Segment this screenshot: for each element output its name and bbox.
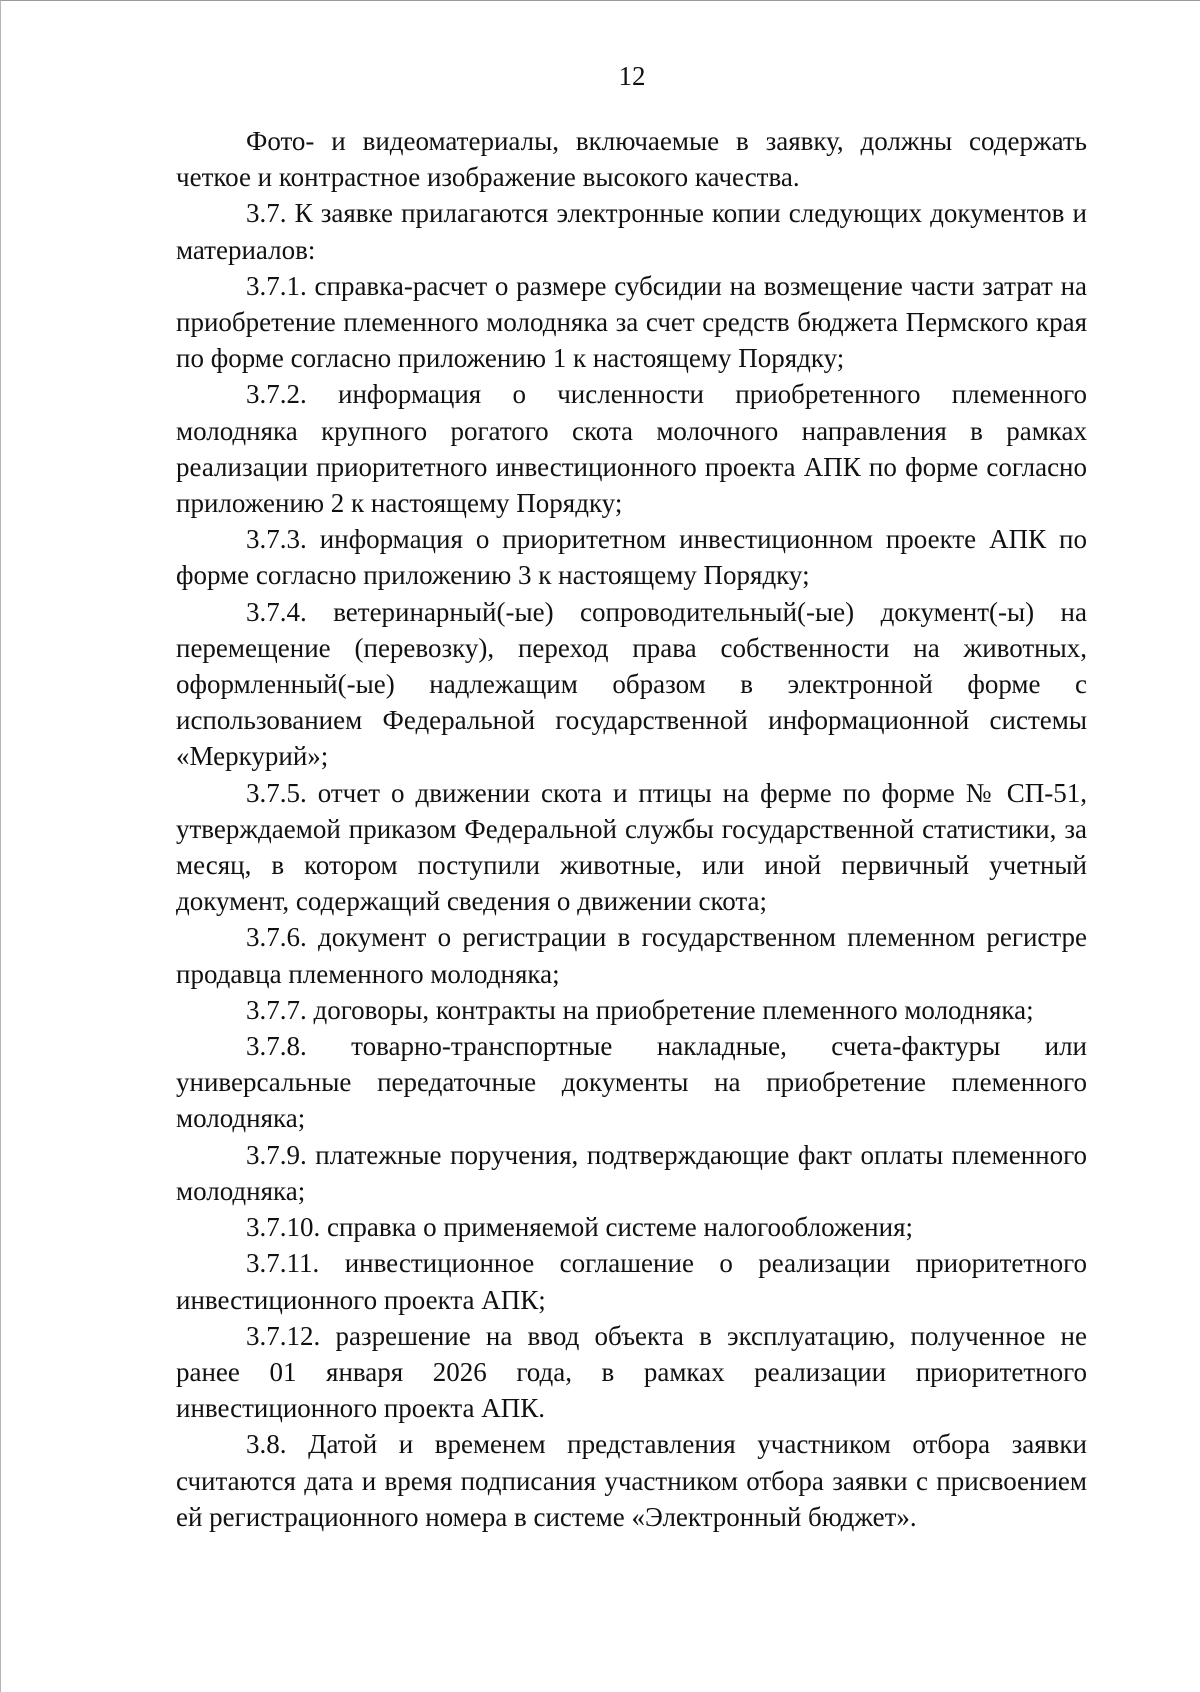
paragraph-3-7-7: 3.7.7. договоры, контракты на приобретение племенного молодняка; bbox=[246, 994, 1034, 1025]
paragraph-3-7-3: 3.7.3. информация о приоритетном инвестиционном проекте АПК по форме согласно приложению 3 к настоящему Порядку; bbox=[176, 524, 1087, 591]
paragraph-3-7-9: 3.7.9. платежные поручения, подтверждающие факт оплаты племенного молодняка; bbox=[176, 1139, 1087, 1206]
page-number: 12 bbox=[618, 61, 646, 91]
paragraph-3-7-12: 3.7.12. разрешение на ввод объекта в эксплуатацию, полученное не ранее 01 января 2026 года, в рамках реализации приоритетного инвестиционного проекта АПК. bbox=[176, 1320, 1087, 1424]
paragraph-3-7-11: 3.7.11. инвестиционное соглашение о реализации приоритетного инвестиционного проекта АПК; bbox=[176, 1248, 1087, 1315]
paragraph-3-7-1: 3.7.1. справка-расчет о размере субсидии на возмещение части затрат на приобретение племенного молодняка за счет средств бюджета Пермского края по форме согласно приложению 1 к настоящему Порядку; bbox=[176, 270, 1087, 374]
paragraph-3-7-2: 3.7.2. информация о численности приобретенного племенного молодняка крупного рогатого скота молочного направления в рамках реализации приоритетного инвестиционного проекта АПК по форме согласно приложению 2 к настоящему Порядку; bbox=[176, 379, 1087, 519]
paragraph-3-7-5: 3.7.5. отчет о движении скота и птицы на ферме по форме № СП-51, утверждаемой приказом Федеральной службы государственной статистики, за месяц, в котором поступили животные, или иной первичный учетный документ, содержащий сведения о движении скота; bbox=[176, 777, 1087, 917]
paragraph-3-7-10: 3.7.10. справка о применяемой системе налогообложения; bbox=[246, 1212, 913, 1243]
paragraph-photo-video: Фото- и видеоматериалы, включаемые в заявку, должны содержать четкое и контрастное изображение высокого качества. bbox=[176, 126, 1087, 193]
paragraph-3-8: 3.8. Датой и временем представления участником отбора заявки считаются дата и время подписания участником отбора заявки с присвоением ей регистрационного номера в системе «Электронный бюджет». bbox=[176, 1429, 1087, 1532]
paragraph-3-7: 3.7. К заявке прилагаются электронные копии следующих документов и материалов: bbox=[176, 198, 1087, 265]
paragraph-3-7-4: 3.7.4. ветеринарный(-ые) сопроводительный(-ые) документ(-ы) на перемещение (перевозку), переход права собственности на животных, оформленный(-ые) надлежащим образом в электронной форме с использованием Федеральной государственной информационной системы «Меркурий»; bbox=[176, 596, 1087, 772]
paragraph-3-7-8: 3.7.8. товарно-транспортные накладные, счета-фактуры или универсальные передаточные документы на приобретение племенного молодняка; bbox=[176, 1031, 1087, 1134]
paragraph-3-7-6: 3.7.6. документ о регистрации в государственном племенном регистре продавца племенного молодняка; bbox=[176, 922, 1087, 989]
document-body bbox=[176, 123, 1087, 1535]
